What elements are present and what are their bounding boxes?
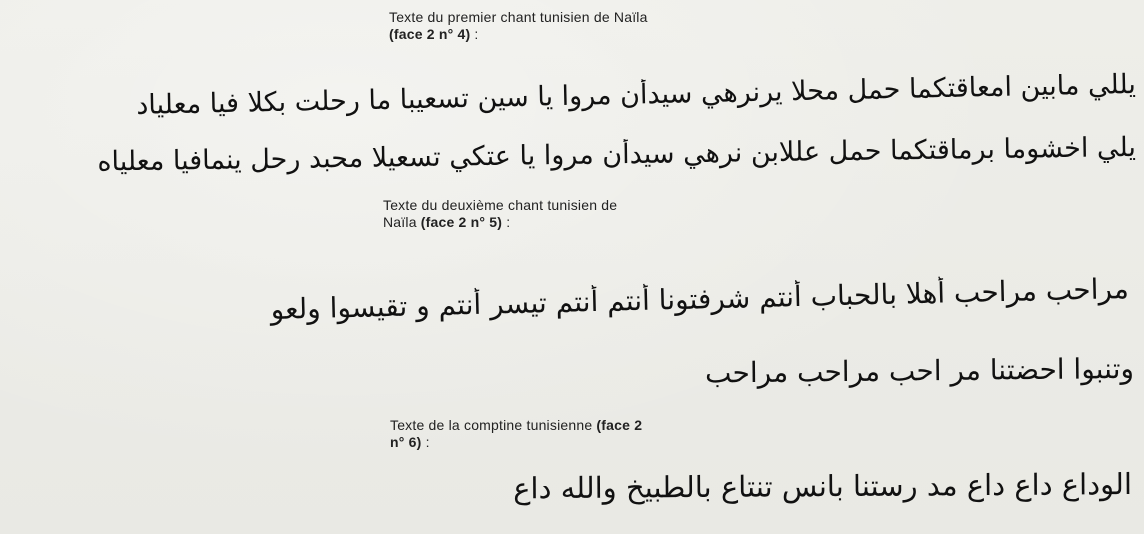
caption-nursery-rhyme-colon: : [421,434,430,450]
caption-second-song-colon: : [502,214,511,230]
caption-nursery-rhyme-ref-b: n° 6) [390,434,422,450]
caption-second-song [383,197,743,231]
caption-first-song [389,9,809,43]
handwritten-line-2: يلي اخشوما برماقتكما حمل عللابن نرهي سيدأن مروا يا عتكي تسعيلا محبد رحل ينمافيا معلياه [97,132,1137,178]
handwritten-line-4: وتنبوا احضتنا مر احب مراحب مراحب [704,352,1135,390]
caption-second-song-ref: (face 2 n° 5) [420,214,503,230]
caption-nursery-rhyme-ref-a: (face 2 [596,417,643,433]
handwritten-line-1: يللي مابين امعاقتكما حمل محلا يرنرهي سيدأن مروا يا سين تسعيبا ما رحلت بكلا فيا معلياد [135,69,1137,121]
handwritten-line-3: مراحب مراحب أهلا بالحباب أنتم شرفتونا أنتم أنتم تيسر أنتم و تقيسوا ولعو [270,272,1130,326]
caption-nursery-rhyme-text: Texte de la comptine tunisienne [390,417,597,433]
handwritten-line-5: الوداع داع داع مد رستنا بانس تنتاع بالطبيخ والله داع [513,467,1133,506]
caption-first-song-text: Texte du premier chant tunisien de Naïla [389,9,648,25]
caption-first-song-colon: : [470,26,479,42]
caption-nursery-rhyme [390,417,750,451]
caption-first-song-ref: (face 2 n° 4) [389,26,471,42]
caption-second-song-name: Naïla [383,214,421,230]
caption-second-song-text: Texte du deuxième chant tunisien de [383,197,618,213]
